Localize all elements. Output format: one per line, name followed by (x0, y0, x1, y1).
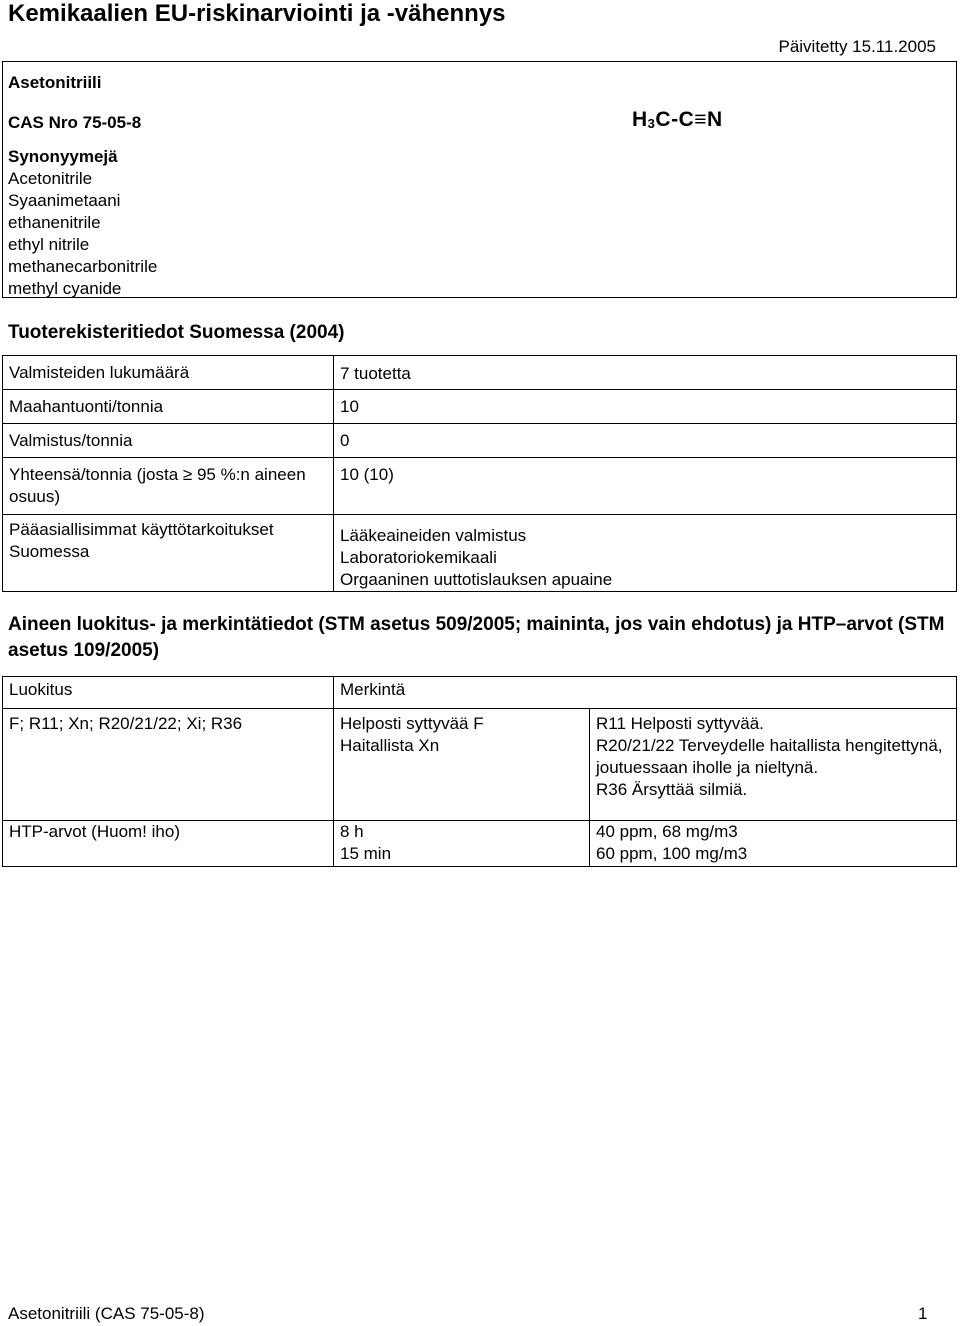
synonym: methanecarbonitrile (8, 257, 158, 276)
synonyms-list (8, 168, 157, 300)
table-row (3, 424, 957, 458)
htp-value: 60 ppm, 100 mg/m3 (596, 844, 748, 863)
usage-line: Lääkeaineiden valmistus (340, 526, 527, 545)
labelling-value (334, 709, 590, 821)
document-title: Kemikaalien EU-riskinarviointi ja -vähennys (8, 0, 506, 27)
htp-values (590, 821, 957, 867)
htp-periods (334, 821, 590, 867)
usage-line: Orgaaninen uuttotislauksen apuaine (340, 570, 613, 589)
table-row (3, 709, 957, 821)
registry-key: Yhteensä/tonnia (josta ≥ 95 %:n aineen osuus) (3, 458, 334, 515)
registry-value: 10 (10) (334, 458, 957, 515)
registry-key: Maahantuonti/tonnia (3, 390, 334, 424)
synonym: ethanenitrile (8, 213, 101, 232)
substance-name: Asetonitriili (8, 73, 102, 92)
cas-number: CAS Nro 75-05-8 (8, 113, 142, 132)
htp-period: 8 h (340, 822, 364, 841)
synonym: Syaanimetaani (8, 191, 121, 210)
registry-value: 7 tuotetta (334, 356, 957, 390)
htp-period: 15 min (340, 844, 392, 863)
updated-date: Päivitetty 15.11.2005 (778, 37, 936, 56)
htp-label: HTP-arvot (Huom! iho) (3, 821, 334, 867)
column-header: Luokitus (3, 677, 334, 709)
synonym: Acetonitrile (8, 169, 93, 188)
risk-phrases (590, 709, 957, 821)
table-row (3, 515, 957, 592)
registry-key: Pääasiallisimmat käyttötarkoitukset Suomessa (3, 515, 334, 592)
usage-line: Laboratoriokemikaali (340, 548, 497, 567)
classification-table (2, 676, 957, 867)
synonym: methyl cyanide (8, 279, 122, 298)
risk-phrase: R36 Ärsyttää silmiä. (596, 780, 748, 799)
table-row (3, 356, 957, 390)
table-row (3, 390, 957, 424)
registry-value (334, 515, 957, 592)
table-row (3, 458, 957, 515)
classification-value: F; R11; Xn; R20/21/22; Xi; R36 (3, 709, 334, 821)
chemical-formula: $H_3C-C\equiv N$ (632, 108, 723, 131)
table-row (3, 677, 957, 709)
page-number: 1 (918, 1304, 928, 1323)
risk-phrase: R11 Helposti syttyvää. (596, 714, 764, 733)
synonyms-heading: Synonyymejä (8, 147, 118, 166)
table-row (3, 821, 957, 867)
footer-text: Asetonitriili (CAS 75-05-8) (8, 1304, 205, 1323)
label-line: Haitallista Xn (340, 736, 440, 755)
registry-title: Tuoterekisteritiedot Suomessa (2004) (8, 322, 345, 343)
htp-value: 40 ppm, 68 mg/m3 (596, 822, 738, 841)
registry-key: Valmisteiden lukumäärä (3, 356, 334, 390)
synonym: ethyl nitrile (8, 235, 90, 254)
registry-value: 10 (334, 390, 957, 424)
registry-table (2, 355, 957, 592)
risk-phrase: R20/21/22 Terveydelle haitallista hengitettynä, joutuessaan iholle ja nieltynä. (596, 736, 943, 777)
registry-value: 0 (334, 424, 957, 458)
column-header: Merkintä (334, 677, 957, 709)
registry-key: Valmistus/tonnia (3, 424, 334, 458)
classification-title: Aineen luokitus- ja merkintätiedot (STM asetus 509/2005; maininta, jos vain ehdotus) ja HTP–arvot (STM asetus 109/2005) (8, 614, 945, 661)
label-line: Helposti syttyvää F (340, 714, 484, 733)
